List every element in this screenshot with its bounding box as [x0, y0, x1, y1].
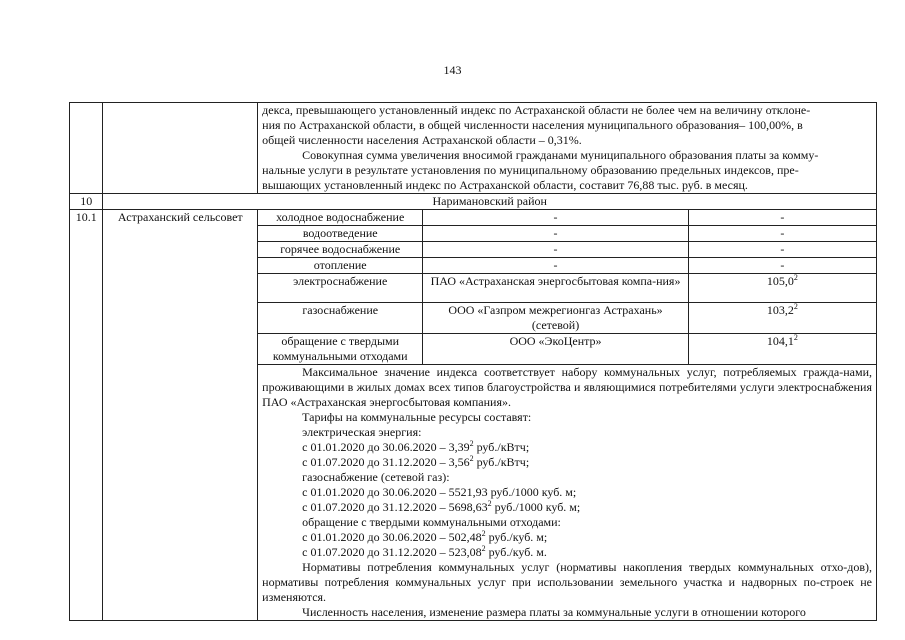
waste-line-1: с 01.01.2020 до 30.06.2020 – 502,48$^2$ руб./куб. м;: [302, 529, 548, 544]
index-value: 105,0: [766, 274, 794, 288]
service-provider: ООО «Газпром межрегионгаз Астрахань» (сетевой): [423, 303, 689, 334]
cont-line-2: ния по Астраханской области, в общей численности населения муниципального образования– 100,00%, в: [262, 118, 803, 132]
service-name: газоснабжение: [258, 303, 423, 334]
service-provider: -: [423, 242, 689, 258]
tariff-table: [69, 102, 877, 621]
service-provider: -: [423, 210, 689, 226]
population-line: Численность населения, изменение размера платы за коммунальные услуги в отношении которого: [302, 605, 806, 619]
index-footnote: 2: [793, 302, 798, 311]
gas-line-1: с 01.01.2020 до 30.06.2020 – 5521,93 руб./1000 куб. м;: [302, 485, 577, 499]
gas-line-2: с 01.07.2020 до 31.12.2020 – 5698,63$^2$ руб./1000 куб. м;: [302, 499, 581, 514]
index-footnote: 2: [793, 333, 798, 342]
service-index: -: [688, 210, 876, 226]
service-provider: -: [423, 258, 689, 274]
sum-line-1: Совокупная сумма увеличения вносимой гражданами муниципального образования платы за комму-: [302, 148, 819, 162]
waste-title: обращение с твердыми коммунальными отходами:: [302, 515, 561, 529]
service-provider: ПАО «Астраханская энергосбытовая компа-ния»: [423, 274, 689, 303]
service-index: [688, 334, 876, 365]
service-name: горячее водоснабжение: [258, 242, 423, 258]
cont-line-3: общей численности населения Астраханской области – 0,31%.: [262, 133, 582, 147]
service-name: обращение с твердыми коммунальными отходами: [258, 334, 423, 365]
name-cell-empty: [103, 103, 258, 194]
service-index: -: [688, 242, 876, 258]
continuation-row: [70, 103, 877, 194]
waste-line-2: с 01.07.2020 до 31.12.2020 – 523,08$^2$ руб./куб. м.: [302, 544, 547, 559]
municipality-name: Астраханский сельсовет: [103, 210, 258, 621]
service-row: [70, 210, 877, 226]
electric-title: электрическая энергия:: [302, 425, 422, 439]
service-name: водоотведение: [258, 226, 423, 242]
service-name: отопление: [258, 258, 423, 274]
continuation-text: [258, 103, 877, 194]
service-index: -: [688, 258, 876, 274]
electric-line-2: с 01.07.2020 до 31.12.2020 – 3,56$^2$ руб./кВтч;: [302, 454, 530, 469]
service-name: электроснабжение: [258, 274, 423, 303]
index-value: 103,2: [766, 303, 794, 317]
narrative-text: [258, 365, 877, 621]
sum-line-3: вышающих установленный индекс по Астраханской области, составит 76,88 тыс. руб. в месяц.: [262, 178, 748, 192]
service-index: [688, 274, 876, 303]
cont-line-1: декса, превышающего установленный индекс по Астраханской области не более чем на величину отклоне-: [262, 103, 811, 117]
tariffs-title: Тарифы на коммунальные ресурсы составят:: [302, 410, 532, 424]
municipality-number: 10.1: [70, 210, 103, 621]
service-provider: ООО «ЭкоЦентр»: [423, 334, 689, 365]
num-cell-empty: [70, 103, 103, 194]
narrative-p1: Максимальное значение индекса соответствует набору коммунальных услуг, потребляемых гражда-нами, проживающими в жилых домах всех типов благоустройства и являющимися потребителями услуги электроснабжения ПАО «Астраханская энергосбытовая компания».: [262, 365, 872, 409]
page-number: 143: [443, 63, 462, 77]
district-row: [70, 194, 877, 210]
index-value: 104,1: [766, 334, 794, 348]
service-index: [688, 303, 876, 334]
district-number: 10: [70, 194, 103, 210]
sum-line-2: нальные услуги в результате установления по муниципальному образованию предельных индексов, пре-: [262, 163, 799, 177]
service-index: -: [688, 226, 876, 242]
gas-title: газоснабжение (сетевой газ):: [302, 470, 450, 484]
service-provider: -: [423, 226, 689, 242]
district-name: Наримановский район: [103, 194, 877, 210]
electric-line-1: с 01.01.2020 до 30.06.2020 – 3,39$^2$ руб./кВтч;: [302, 439, 530, 454]
service-name: холодное водоснабжение: [258, 210, 423, 226]
index-footnote: 2: [793, 273, 798, 282]
norms-paragraph: Нормативы потребления коммунальных услуг (нормативы накопления твердых коммунальных отхо-дов), нормативы потребления коммунальных услуг при использовании земельного участка и надворных по-строек не изменяются.: [262, 560, 872, 604]
